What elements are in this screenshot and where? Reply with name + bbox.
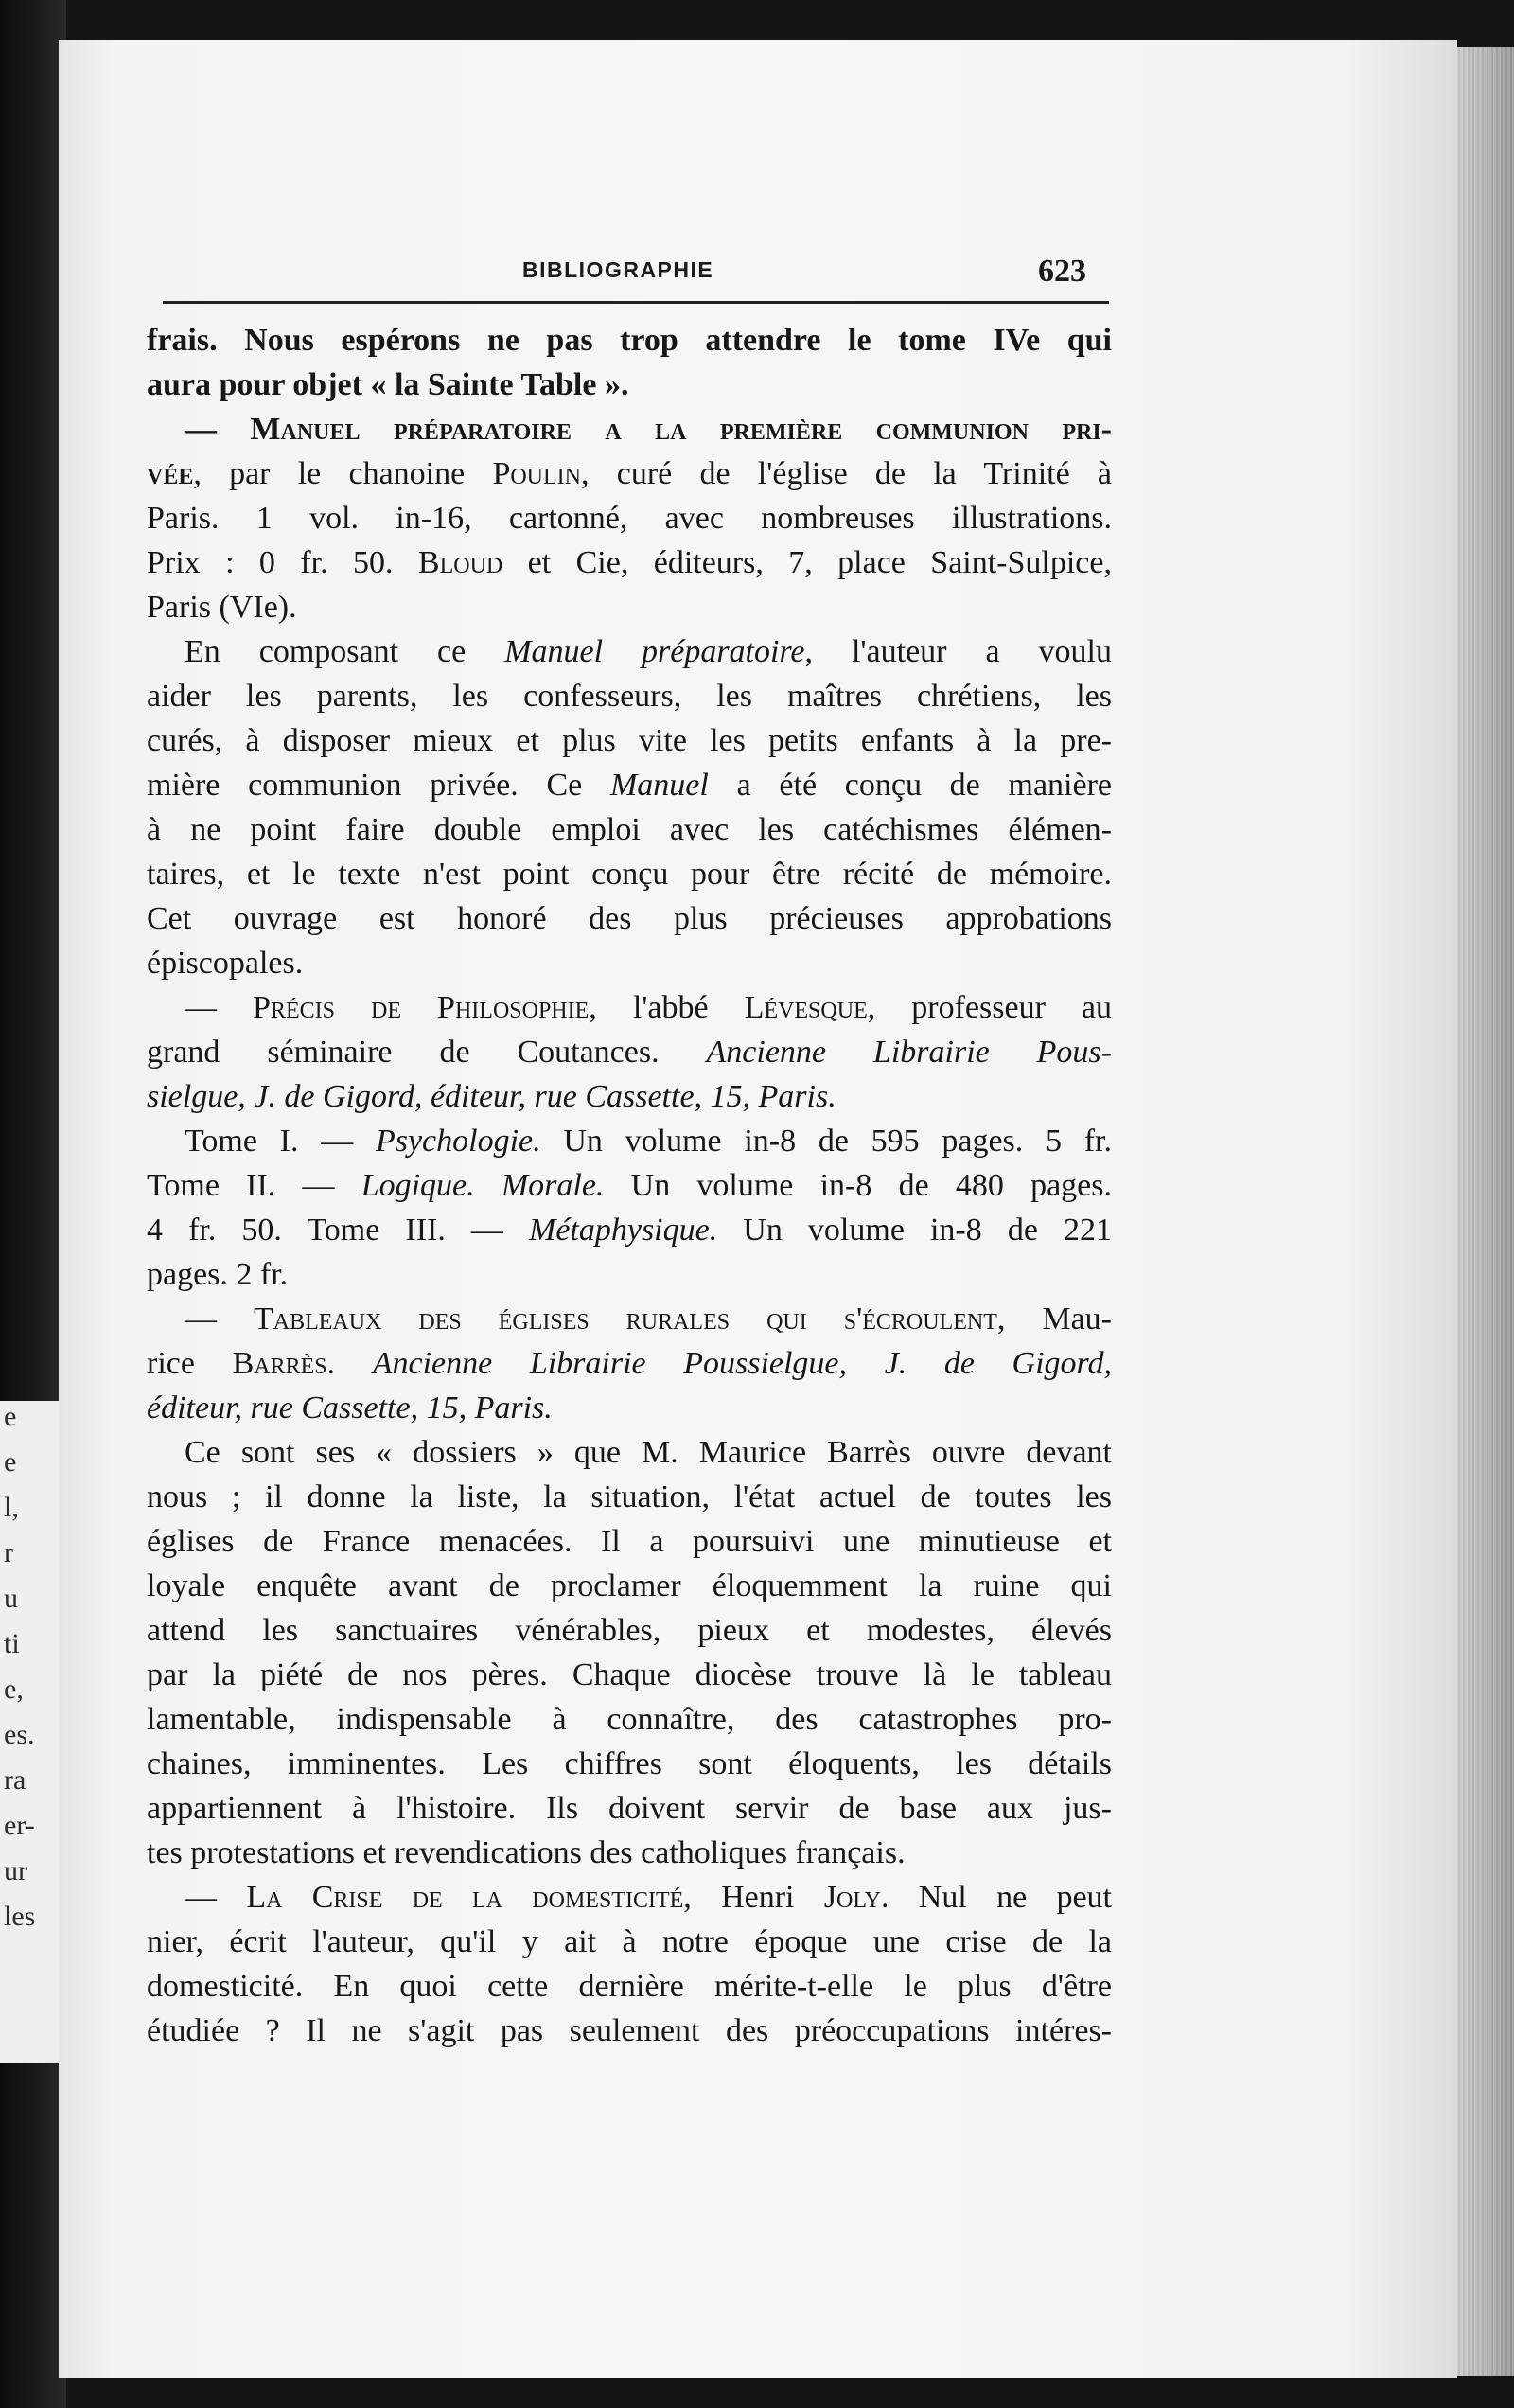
facing-fragment: u — [4, 1583, 18, 1614]
text-line — [147, 540, 1112, 585]
text-run: , l'auteur a voulu — [804, 634, 1112, 669]
running-head-title: BIBLIOGRAPHIE — [522, 257, 714, 282]
entry-dash: — — [185, 1880, 247, 1915]
text-line: par la piété de nos pères. Chaque diocèse trouve là le tableau — [147, 1657, 1112, 1692]
entry-publisher: Bloud — [417, 545, 503, 580]
text-run: Tome I. — — [185, 1124, 376, 1159]
text-line — [147, 629, 1112, 674]
text-line — [147, 1163, 1112, 1208]
text-run: . — [326, 1346, 373, 1381]
facing-fragment: les — [4, 1901, 36, 1932]
text-line: frais. Nous espérons ne pas trop attendre le tome IVe qui — [147, 323, 1112, 358]
text-run: mière communion privée. Ce — [147, 768, 610, 803]
volume-title: Psychologie. — [375, 1124, 541, 1159]
publisher-italic: Ancienne Librairie Pous- — [706, 1035, 1112, 1070]
text-line — [147, 1386, 1112, 1430]
facing-fragment: ti — [4, 1628, 20, 1659]
text-line: curés, à disposer mieux et plus vite les petits enfants à la pre- — [147, 723, 1112, 758]
text-line: églises de France menacées. Il a poursuivi une minutieuse et — [147, 1524, 1112, 1559]
text-line: attend les sanctuaires vénérables, pieux et modestes, élevés — [147, 1613, 1112, 1648]
text-line: Paris (VIe). — [147, 590, 297, 625]
text-line: tes protestations et revendications des catholiques français. — [147, 1835, 906, 1870]
publisher-italic: Ancienne Librairie Poussielgue, J. de Gigord, — [372, 1346, 1113, 1381]
entry-dash: — — [185, 990, 254, 1025]
entry-heading-line — [147, 985, 1112, 1030]
volume-title: Logique. Morale. — [361, 1168, 605, 1203]
text-line: domesticité. En quoi cette dernière mérite-t-elle le plus d'être — [147, 1969, 1112, 2004]
text-run: grand séminaire de Coutances. — [147, 1035, 707, 1070]
facing-fragment: e — [4, 1446, 17, 1478]
entry-author: Lévesque — [744, 990, 868, 1025]
facing-page-edge — [0, 1401, 59, 2063]
text-line: Ce sont ses « dossiers » que M. Maurice Barrès ouvre devant — [185, 1435, 1112, 1470]
entry-heading-line — [147, 407, 1112, 452]
text-line: lamentable, indispensable à connaître, des catastrophes pro- — [147, 1702, 1112, 1737]
page-body — [147, 318, 1112, 2053]
entry-author: Barrès — [232, 1346, 327, 1381]
text-line: étudiée ? Il ne s'agit pas seulement des préoccupations intéres- — [147, 2013, 1112, 2048]
text-line: loyale enquête avant de proclamer éloquemment la ruine qui — [147, 1568, 1112, 1603]
page-number: 623 — [1038, 254, 1086, 289]
text-run: , professeur au — [867, 990, 1113, 1025]
text-run: Un volume in-8 de 480 pages. — [604, 1168, 1113, 1203]
book-title: Manuel préparatoire — [504, 634, 805, 669]
text-line — [147, 1119, 1112, 1163]
text-run: rice — [147, 1346, 233, 1381]
entry-dash: — — [185, 1301, 254, 1337]
text-run: a été conçu de manière — [708, 768, 1112, 803]
book-title: Manuel — [609, 768, 709, 803]
text-run: , par le chanoine — [193, 456, 493, 491]
text-line — [147, 1208, 1112, 1252]
header-rule — [163, 301, 1109, 304]
entry-title: Manuel préparatoire a la première communion pri- — [250, 412, 1113, 447]
text-run: Tome II. — — [147, 1168, 361, 1203]
facing-fragment: r — [4, 1537, 13, 1568]
text-line — [147, 1030, 1112, 1074]
text-line: épiscopales. — [147, 946, 304, 981]
facing-fragment: er- — [4, 1810, 35, 1841]
entry-author: Poulin — [492, 456, 581, 491]
text-line: taires, et le texte n'est point conçu pour être récité de mémoire. — [147, 857, 1112, 892]
entry-heading-line — [147, 1297, 1112, 1341]
publisher-italic: éditeur, rue Cassette, 15, Paris. — [147, 1390, 553, 1425]
text-run: 4 fr. 50. Tome III. — — [147, 1213, 529, 1248]
text-line — [147, 452, 1112, 496]
text-line — [147, 1074, 1112, 1119]
text-run: , curé de l'église de la Trinité à — [581, 456, 1112, 491]
text-line: aider les parents, les confesseurs, les maîtres chrétiens, les — [147, 679, 1112, 714]
text-run: , l'abbé — [589, 990, 745, 1025]
entry-author: Joly — [823, 1880, 881, 1915]
entry-title: La Crise de la domesticité — [246, 1880, 684, 1915]
facing-fragment: e, — [4, 1673, 24, 1705]
entry-title-cont: vée — [147, 456, 194, 491]
text-line: nier, écrit l'auteur, qu'il y ait à notre époque une crise de la — [147, 1924, 1112, 1959]
volume-title: Métaphysique. — [529, 1213, 718, 1248]
text-line: Cet ouvrage est honoré des plus précieuses approbations — [147, 901, 1112, 936]
running-head — [163, 254, 1109, 299]
text-run: . Nul ne peut — [880, 1880, 1113, 1915]
text-line — [147, 1341, 1112, 1386]
facing-fragment: l, — [4, 1492, 19, 1523]
text-run: Un volume in-8 de 595 pages. 5 fr. — [540, 1124, 1112, 1159]
text-line — [147, 763, 1112, 807]
text-line: pages. 2 fr. — [147, 1257, 289, 1292]
text-line: nous ; il donne la liste, la situation, l'état actuel de toutes les — [147, 1479, 1112, 1514]
text-run: Un volume in-8 de 221 — [717, 1213, 1112, 1248]
facing-fragment: es. — [4, 1719, 35, 1750]
text-run: , Mau- — [996, 1301, 1112, 1337]
text-line: chaines, imminentes. Les chiffres sont éloquents, les détails — [147, 1746, 1112, 1781]
text-run: Prix : 0 fr. 50. — [147, 545, 418, 580]
text-run: et Cie, éditeurs, 7, place Saint-Sulpice, — [502, 545, 1112, 580]
page-leaves — [1453, 47, 1514, 2376]
text-run: En composant ce — [185, 634, 505, 669]
entry-dash: — — [185, 412, 251, 447]
text-line: aura pour objet « la Sainte Table ». — [147, 367, 629, 402]
entry-title: Précis de Philosophie — [253, 990, 590, 1025]
facing-fragment: e — [4, 1401, 17, 1432]
text-line: à ne point faire double emploi avec les catéchismes élémen- — [147, 812, 1112, 847]
entry-title: Tableaux des églises rurales qui s'écroulent — [254, 1301, 997, 1337]
page-stack-edge — [1453, 47, 1514, 2376]
facing-fragment: ur — [4, 1855, 27, 1886]
publisher-italic: sielgue, J. de Gigord, éditeur, rue Cassette, 15, Paris. — [147, 1079, 836, 1114]
text-line: Paris. 1 vol. in-16, cartonné, avec nombreuses illustrations. — [147, 501, 1112, 536]
entry-heading-line — [147, 1875, 1112, 1920]
text-run: , Henri — [683, 1880, 824, 1915]
text-line: appartiennent à l'histoire. Ils doivent servir de base aux jus- — [147, 1791, 1112, 1826]
facing-fragment: ra — [4, 1764, 26, 1796]
